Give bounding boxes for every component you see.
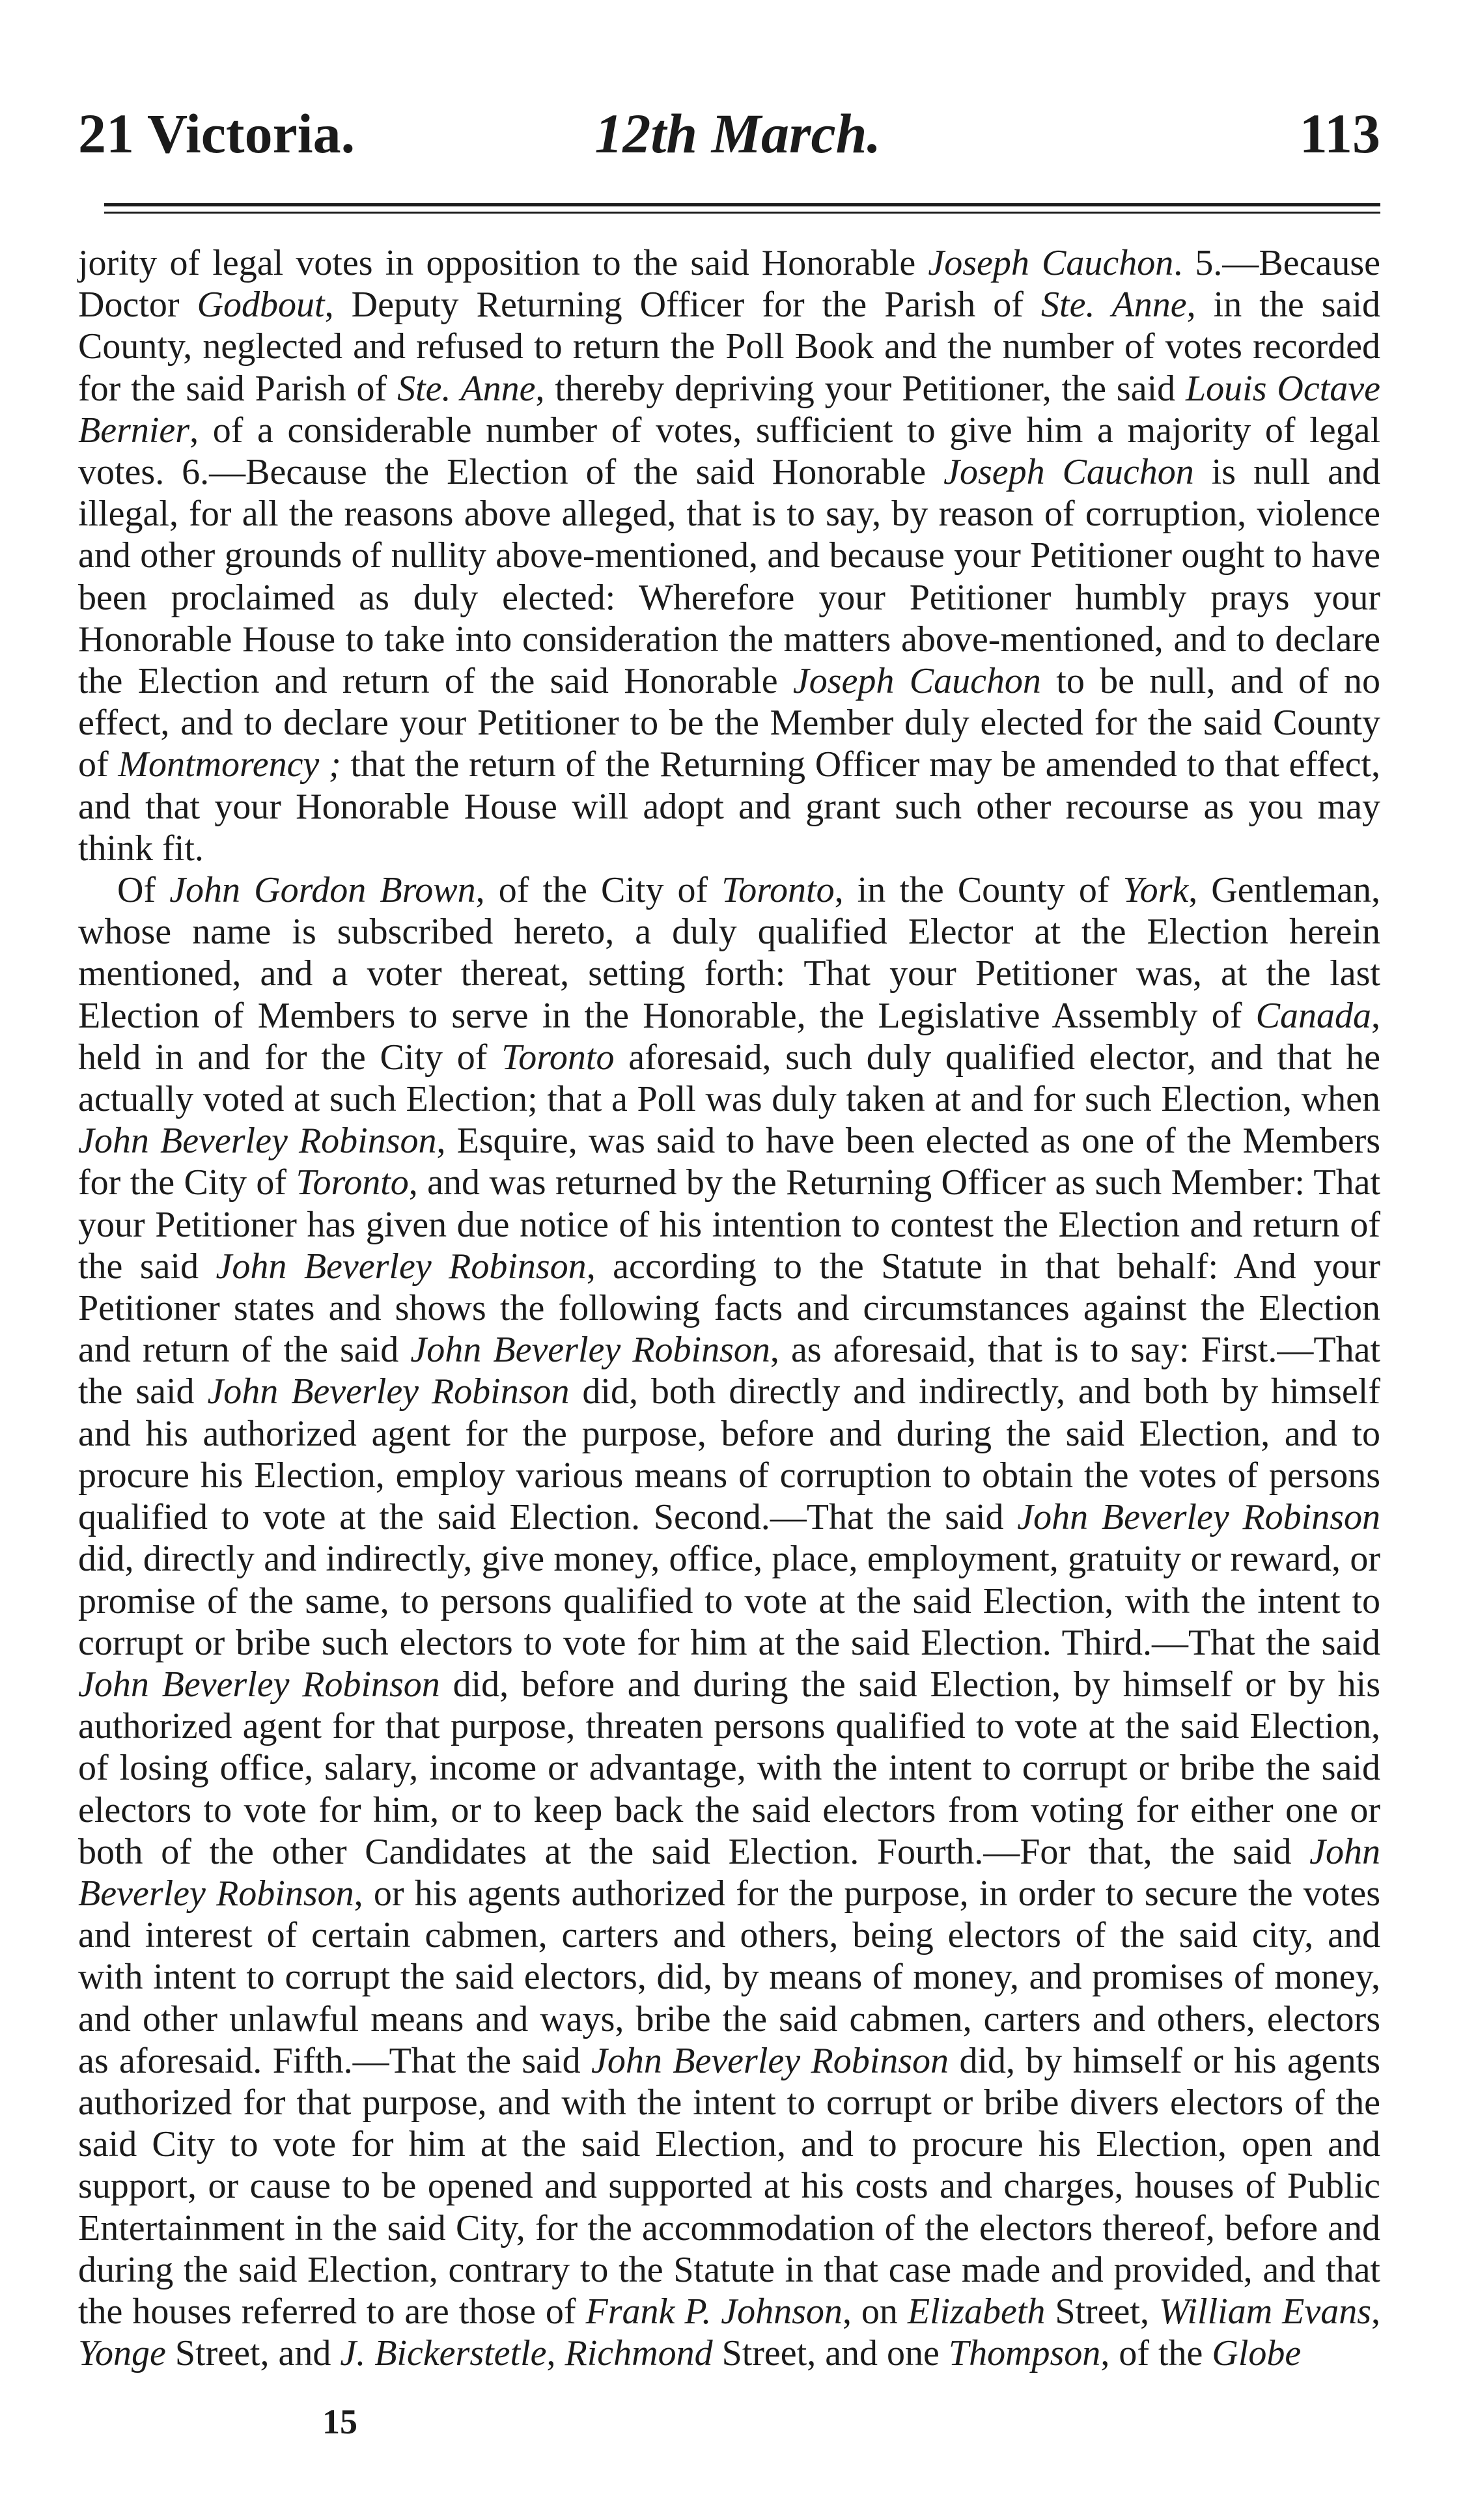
italic-run: Joseph Cauchon [943,452,1194,493]
header-rule-thin [104,212,1380,214]
italic-run: John Beverley Robinson [410,1330,770,1371]
italic-run: Joseph Cauchon [792,661,1041,702]
text-run: is null and illegal, for all the reasons above alleged, that is to say, by reason of corruption, violence and other grounds of nullity above-mentioned, and because your Petitioner ought to have been proclaimed as duly elected: Wherefore your Petitioner humbly prays your Honorable House to take into consideration the matters above-mentioned, and to declare the Election and return of the said Honorable [78,452,1380,702]
text-run: , Gentleman, whose name is subscribed hereto, a duly qualified Elector at the Election herein mentioned, and a voter thereat, setting forth: That your Petitioner was, at the last Election of Members to serve in the Honorable, the Legislative Assembly of [78,870,1380,1036]
text-run: did, by himself or his agents authorized for that purpose, and with the intent to corrupt or bribe divers electors of the said City to vote for him at the said Election, and to procure his Election, open and support, or cause to be opened and supported at his costs and charges, houses of Public Entertainment in the said City, for the accommodation of the electors thereof, before and during the said Election, contrary to the Statute in that case made and provided, and that the houses referred to are those of [78,2040,1381,2332]
page-number: 113 [1299,102,1380,165]
text-run: , Deputy Returning Officer for the Parish of [324,285,1042,326]
text-run: , Esquire, was said to have been elected as one of the Members for the City of [78,1121,1381,1203]
text-run: , according to the Statute in that behalf: And your Petitioner states and shows the following facts and circumstances against the Election and return of the said [78,1246,1381,1371]
italic-run: Toronto [721,870,835,911]
italic-run: Thompson [948,2333,1101,2374]
header-date: 12th March. [594,102,882,165]
italic-run: Toronto [501,1037,615,1078]
italic-run: John Beverley Robinson [207,1371,570,1412]
text-run: , [1371,2291,1380,2332]
text-run: , of a considerable number of votes, sufficient to give him a majority of legal votes. 6.—Because the Election of the said Honorable [78,410,1380,493]
text-run: , as aforesaid, that is to say: First.—That the said [78,1330,1380,1412]
text-run: , thereby depriving your Petitioner, the said [535,368,1186,409]
text-run: Street, [1045,2291,1159,2332]
italic-run: Joseph Cauchon [928,243,1174,283]
italic-run: Elizabeth [907,2291,1046,2332]
text-run: did, before and during the said Election, by himself or by his authorized agent for that purpose, threaten persons qualified to vote at the said Election, of losing office, salary, income or advantage, with the intent to corrupt or bribe the said electors to vote for him, or to keep back the said electors from voting for either one or both of the other Candidates at the said Election. Fourth.—For that, the said [78,1664,1380,1872]
text-run: Street, and [165,2333,341,2374]
italic-run: John Beverley Robinson [78,1121,437,1162]
text-run: to be null, and of no effect, and to declare your Petitioner to be the Member duly elected for the said County of [78,661,1380,785]
italic-run: J. Bickerstetle [340,2333,547,2374]
paragraph [78,869,1380,2374]
italic-run: York [1122,870,1189,911]
text-run: jority of legal votes in opposition to the said Honorable [78,243,928,283]
italic-run: John Beverley Robinson [216,1246,587,1287]
body-text [78,242,1380,2374]
text-run: Of [117,870,170,911]
running-header [78,98,1380,169]
italic-run: John Beverley Robinson [1017,1497,1381,1538]
text-run: , and was returned by the Returning Officer as such Member: That your Petitioner has given due notice of his intention to contest the Election and return of the said [78,1162,1381,1287]
text-run: did, directly and indirectly, give money, office, place, employment, gratuity or reward, or promise of the same, to persons qualified to vote at the said Election, with the intent to corrupt or bribe such electors to vote for him at the said Election. Third.—That the said [78,1539,1380,1663]
signature-mark: 15 [322,2402,357,2441]
text-run: that the return of the Returning Officer may be amended to that effect, and that your Honorable House will adopt and grant such other recourse as you may think fit. [78,744,1380,869]
italic-run: Ste. Anne [397,368,536,409]
italic-run: William Evans [1158,2291,1371,2332]
italic-run: Richmond [565,2333,713,2374]
italic-run: John Beverley Robinson [78,1664,440,1705]
italic-run: Ste. Anne [1041,285,1187,326]
italic-run: John Beverley Robinson [591,2040,949,2081]
paragraph [78,242,1380,869]
italic-run: Louis Octave Bernier [78,368,1380,451]
header-regnal-year: 21 Victoria. [78,102,356,165]
text-run: , of the [1100,2333,1212,2374]
italic-run: Montmorency ; [118,744,341,785]
italic-run: Globe [1212,2333,1302,2374]
header-rule [104,203,1380,214]
text-run: . 5.—Because Doctor [78,243,1380,326]
italic-run: John Beverley Robinson [78,1831,1380,1914]
text-run: , of the City of [475,870,722,911]
italic-run: Canada [1255,995,1371,1036]
italic-run: Yonge [78,2333,166,2374]
text-run: did, both directly and indirectly, and both by himself and his authorized agent for the purpose, before and during the said Election, and to procure his Election, employ various means of corruption to obtain the votes of persons qualified to vote at the said Election. Second.—That the said [78,1371,1380,1538]
text-run: , held in and for the City of [78,995,1380,1078]
text-run: , in the County of [834,870,1123,911]
text-run: , in the said County, neglected and refused to return the Poll Book and the number of votes recorded for the said Parish of [78,285,1381,409]
italic-run: Toronto [296,1162,409,1203]
italic-run: Godbout [197,285,325,326]
text-run: , [546,2333,565,2374]
italic-run: Frank P. Johnson [585,2291,843,2332]
text-run: , or his agents authorized for the purpose, in order to secure the votes and interest of certain cabmen, carters and others, being electors of the said city, and with intent to corrupt the said electors, did, by means of money, and promises of money, and other unlawful means and ways, bribe the said cabmen, carters and others, electors as aforesaid. Fifth.—That the said [78,1873,1380,2081]
header-rule-thick [104,203,1380,206]
italic-run: John Gordon Brown [169,870,476,911]
text-run: Street, and one [712,2333,949,2374]
text-run: aforesaid, such duly qualified elector, and that he actually voted at such Election; that a Poll was duly taken at and for such Election, when [78,1037,1381,1120]
text-run: , on [842,2291,908,2332]
